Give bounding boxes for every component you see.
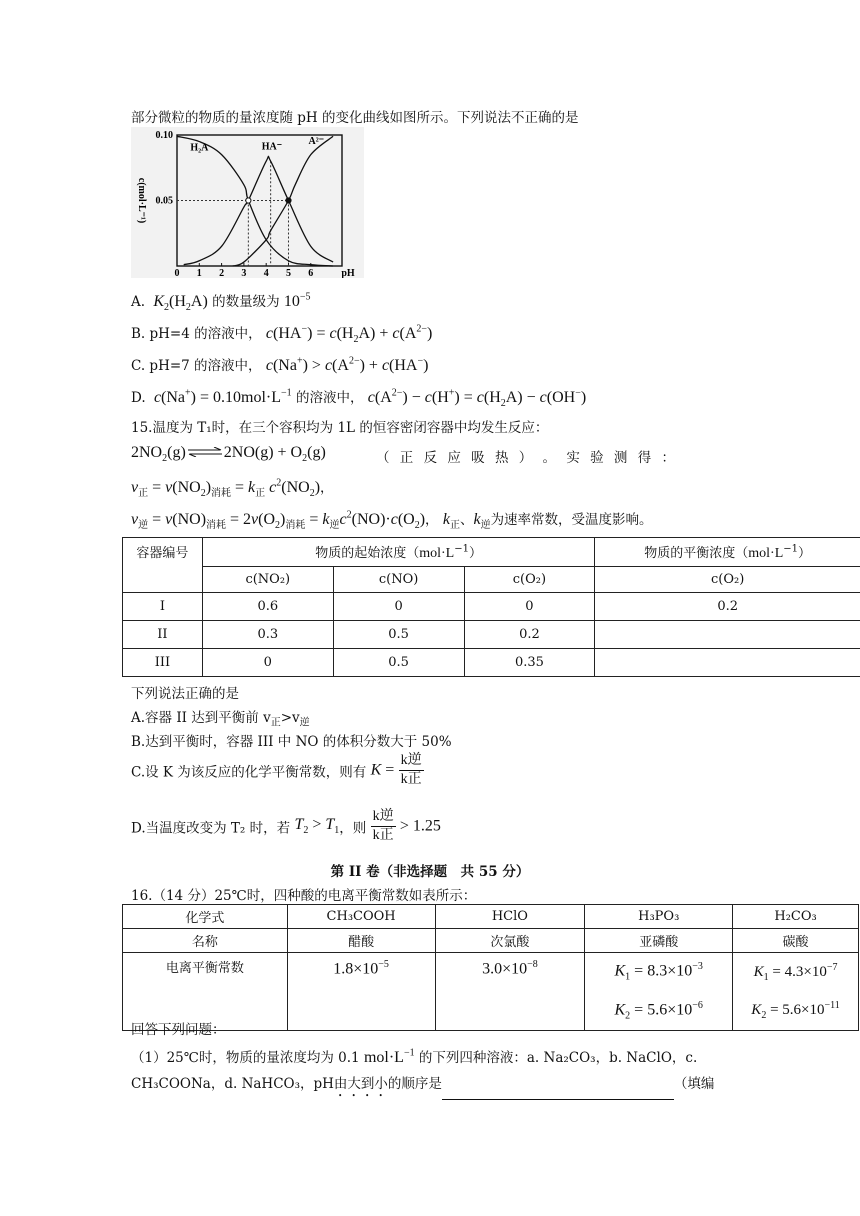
v-reverse-tail: ， — [425, 512, 439, 528]
k-note: 为速率常数，受温度影响。 — [490, 512, 653, 528]
cell-no: 0.5 — [333, 649, 464, 677]
subheader-no: c(NO) — [333, 567, 464, 593]
header-equilibrium-concentration: 物质的平衡浓度$(mol\cdot L^{-1})$ — [595, 538, 860, 567]
cell-name: 碳酸 — [733, 929, 859, 953]
cell-no: 0 — [333, 593, 464, 621]
q14-option-a — [131, 290, 311, 313]
header-initial-concentration: 物质的起始浓度$(mol\cdot L^{-1})$ — [202, 538, 594, 567]
option-b-formula: $c(HA^-) = c(H_2A) + c(A^{2-})$ — [265, 323, 433, 346]
table-row — [123, 593, 860, 621]
cell-formula: HClO — [435, 905, 585, 929]
q15-v-forward — [131, 476, 334, 499]
k-forward-symbol: $k_正$ — [442, 511, 460, 532]
v-forward-formula: $v_正 = v(NO_2)_{消耗} = k_正$ $c^2(NO_2)$ — [131, 477, 321, 500]
row-id: II — [123, 621, 203, 649]
cell-formula: H₂CO₃ — [733, 905, 859, 929]
cell-name: 醋酸 — [287, 929, 435, 953]
cell-formula: H₃PO₃ — [585, 905, 733, 929]
section-ii-title: 第 II 卷（非选择题 共 55 分） — [330, 864, 530, 880]
subheader-o2: c(O₂) — [464, 567, 595, 593]
answer-blank[interactable] — [442, 1085, 674, 1100]
v-reverse-formula: $v_逆 = v(NO)_{消耗} = 2v(O_2)_{消耗} = k_逆c^2(NO)\cdot c(O_2)$ — [131, 509, 426, 532]
table-row — [123, 905, 859, 929]
q15-reaction-line — [131, 444, 731, 464]
x-tick-label: 3 — [241, 268, 247, 278]
row-id: III — [123, 649, 203, 677]
cell-no2: 0 — [202, 649, 333, 677]
option-a-power: $10^{-5}$ — [283, 291, 311, 310]
reaction-note: （ 正 反 应 吸 热 ） 。 实 验 测 得 ： — [376, 450, 678, 466]
concentration-ph-chart — [131, 127, 364, 278]
intersection-point — [286, 198, 291, 203]
subheader-o2-eq: c(O₂) — [595, 567, 860, 593]
q14-option-c — [131, 354, 428, 375]
cell-eq — [595, 649, 860, 677]
ka-ch3cooh: $1.8\times 10^{-5}$ — [287, 953, 435, 1031]
option-c-prefix: C. pH=7 的溶液中， — [131, 358, 262, 374]
q16-answer-intro: 回答下列问题： — [131, 1022, 226, 1038]
table-row — [123, 649, 860, 677]
cell-formula: CH₃COOH — [287, 905, 435, 929]
ka-hclo: $3.0\times 10^{-8}$ — [435, 953, 585, 1031]
k-separator: 、 — [459, 512, 474, 528]
y-tick-label: 0.05 — [155, 195, 173, 207]
series-label: HA⁻ — [261, 141, 283, 153]
series-label: A²⁻ — [308, 136, 325, 148]
option-c-formula: $c(Na^+) > c(A^{2-}) + c(HA^-)$ — [265, 355, 429, 374]
fraction-k-ratio: $\frac{\text{k逆}}{\text{k正}}$ — [372, 809, 394, 843]
ka-h2co3: $K_1 = 4.3\times 10^{-7}$ $K_2 = 5.6\times 10^{-11}$ — [733, 953, 859, 1031]
subheader-no2: c(NO₂) — [202, 567, 333, 593]
q15-ask: 下列说法正确的是 — [131, 686, 239, 702]
x-tick-label: 1 — [196, 268, 202, 278]
y-axis-label: c(mol·L⁻¹) — [136, 177, 147, 224]
chart-svg — [131, 127, 364, 278]
cell-o2: 0.2 — [464, 621, 595, 649]
q15-option-d: D.当温度改变为 T₂ 时，若 $T_2 > T_1$，则 $\frac{\text{k逆}}{\text{k正}}$ > 1.25 — [131, 809, 441, 843]
option-a-formula: $K_2(H_2A)$ — [153, 293, 208, 314]
x-tick-label: 2 — [219, 268, 225, 278]
ka-h3po3: $K_1 = 8.3\times 10^{-3}$ $K_2 = 5.6\times 10^{-6}$ — [585, 953, 733, 1031]
cell-header: 化学式 — [123, 905, 288, 929]
x-axis-label: pH — [341, 268, 355, 278]
cell-o2: 0 — [464, 593, 595, 621]
q16-part1-line1: （1）25℃时，物质的量浓度均为 0.1 $mol\cdot L^{-1}$ 的下列四种溶液：a. Na₂CO₃，b. NaClO，c. — [131, 1047, 698, 1066]
x-tick-label: 5 — [285, 268, 291, 278]
q15-option-b: B.达到平衡时，容器 III 中 NO 的体积分数大于 50% — [131, 734, 452, 750]
k-reverse-symbol: $k_逆$ — [473, 511, 491, 532]
x-tick-label: 4 — [263, 268, 269, 278]
fraction-k: $\frac{\text{k逆}}{\text{k正}}$ — [400, 753, 422, 787]
cell-no2: 0.6 — [202, 593, 333, 621]
q15-option-c: C.设 K 为该反应的化学平衡常数，则有 K = $\frac{\text{k逆}}{\text{k正}}$ — [131, 753, 422, 787]
q14-option-b — [131, 322, 432, 345]
intersection-point — [246, 198, 251, 203]
x-tick-label: 6 — [308, 268, 314, 278]
cell-name: 亚磷酸 — [585, 929, 733, 953]
cell-header: 名称 — [123, 929, 288, 953]
cell-o2: 0.35 — [464, 649, 595, 677]
q16-part1-line2: CH₃COONa，d. NaHCO₃，pH由大到小的顺序是 （填编 — [131, 1072, 714, 1100]
q15-option-a: A.容器 II 达到平衡前 $v_正>v_逆$ — [131, 710, 310, 729]
y-tick-label: 0.10 — [155, 130, 173, 141]
emphasis-text: 由大到小 — [333, 1076, 388, 1092]
equilibrium-arrows-icon — [186, 447, 224, 457]
q14-option-d — [131, 386, 586, 409]
x-tick-label: 0 — [174, 268, 180, 278]
v-forward-tail: ， — [320, 480, 334, 496]
header-container-id: 容器编号 — [123, 538, 203, 593]
cell-eq — [595, 621, 860, 649]
q16-intro: 16.（14 分）25℃时，四种酸的电离平衡常数如表所示： — [131, 888, 477, 904]
cell-header: 电离平衡常数 — [123, 953, 288, 1031]
cell-no2: 0.3 — [202, 621, 333, 649]
table-row — [123, 621, 860, 649]
table-row — [123, 953, 859, 1031]
option-d-condition: $c(Na^+) = 0.10mol\cdot L^{-1}$ — [153, 387, 292, 406]
option-d-mid: 的溶液中， — [295, 390, 364, 406]
q15-v-reverse — [131, 508, 653, 531]
cell-eq: 0.2 — [595, 593, 860, 621]
table-row — [123, 929, 859, 953]
option-d-label: D. — [131, 390, 146, 406]
q16-table — [122, 904, 859, 1031]
series-label: H₂A — [190, 142, 209, 154]
option-d-formula: $c(A^{2-}) - c(H^+) = c(H_2A) - c(OH^-)$ — [367, 387, 587, 410]
cell-name: 次氯酸 — [435, 929, 585, 953]
reaction-equation: $2NO_2(g) 2NO(g) + O_2(g)$ — [131, 444, 326, 465]
option-b-prefix: B. pH=4 的溶液中， — [131, 326, 262, 342]
option-a-text: 的数量级为 — [212, 294, 280, 310]
q14-stem: 部分微粒的物质的量浓度随 pH 的变化曲线如图所示。下列说法不正确的是 — [131, 110, 579, 126]
row-id: I — [123, 593, 203, 621]
q15-intro: 15.温度为 T₁时，在三个容积均为 1L 的恒容密闭容器中均发生反应： — [131, 420, 549, 436]
q15-table — [122, 537, 860, 677]
option-a-label: A. — [131, 294, 146, 310]
cell-no: 0.5 — [333, 621, 464, 649]
